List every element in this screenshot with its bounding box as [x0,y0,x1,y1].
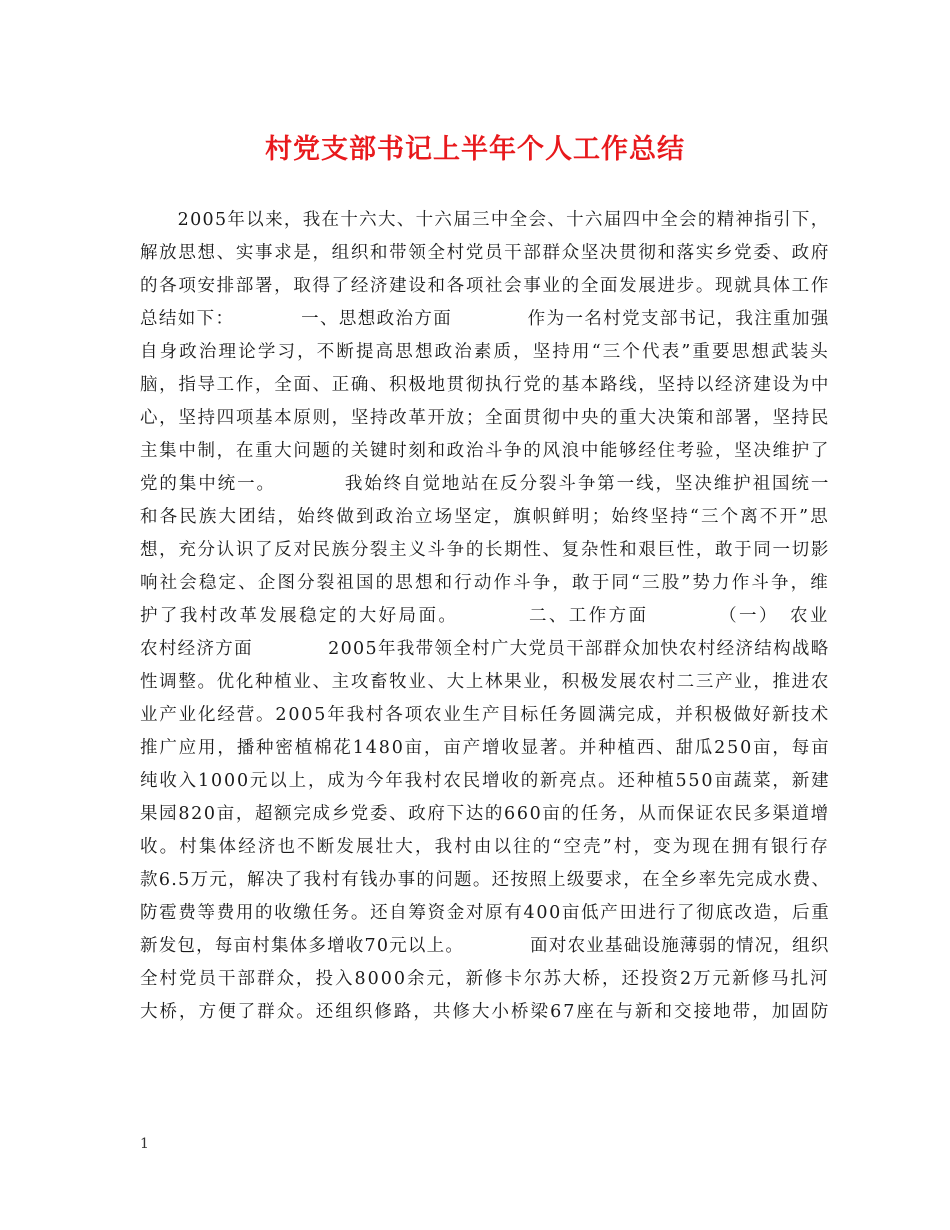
body-line: 响社会稳定、企图分裂祖国的思想和行动作斗争，敢于同“三股”势力作斗争，维 [140,573,830,593]
body-line: 主集中制，在重大问题的关键时刻和政治斗争的风浪中能够经住考验，坚决维护了 [140,441,830,461]
body-line: 和各民族大团结，始终做到政治立场坚定，旗帜鲜明；始终坚持“三个离不开”思 [140,507,830,527]
body-line: 推广应用，播种密植棉花1480亩，亩产增收显著。并种植西、甜瓜250亩，每亩 [140,738,830,758]
body-line: 自身政治理论学习，不断提高思想政治素质，坚持用“三个代表”重要思想武装头 [140,342,830,362]
body-line: 的各项安排部署，取得了经济建设和各项社会事业的全面发展进步。现就具体工作 [140,276,830,296]
body-line: 纯收入1000元以上，成为今年我村农民增收的新亮点。还种植550亩蔬菜，新建 [140,771,830,791]
body-line: 果园820亩，超额完成乡党委、政府下达的660亩的任务，从而保证农民多渠道增 [140,804,830,824]
body-line: 性调整。优化种植业、主攻畜牧业、大上林果业，积极发展农村二三产业，推进农 [140,672,830,692]
body-line: 款6.5万元，解决了我村有钱办事的问题。还按照上级要求，在全乡率先完成水费、 [140,870,830,890]
body-line: 脑，指导工作，全面、正确、积极地贯彻执行党的基本路线，坚持以经济建设为中 [140,375,830,395]
body-line: 防雹费等费用的收缴任务。还自筹资金对原有400亩低产田进行了彻底改造，后重 [140,903,830,923]
body-line: 护了我村改革发展稳定的大好局面。 二、工作方面 （一） 农业 [140,606,830,626]
body-line: 农村经济方面 2005年我带领全村广大党员干部群众加快农村经济结构战略 [140,639,830,659]
body-line: 新发包，每亩村集体多增收70元以上。 面对农业基础设施薄弱的情况，组织 [140,936,830,956]
body-line: 业产业化经营。2005年我村各项农业生产目标任务圆满完成，并积极做好新技术 [140,705,830,725]
body-line: 党的集中统一。 我始终自觉地站在反分裂斗争第一线，坚决维护祖国统一 [140,474,830,494]
body-line: 大桥，方便了群众。还组织修路，共修大小桥梁67座在与新和交接地带，加固防 [140,1002,830,1022]
document-title: 村党支部书记上半年个人工作总结 [265,134,685,165]
body-line: 全村党员干部群众，投入8000余元，新修卡尔苏大桥，还投资2万元新修马扎河 [140,969,830,989]
body-line: 收。村集体经济也不断发展壮大，我村由以往的“空壳”村，变为现在拥有银行存 [140,837,830,857]
body-line: 想，充分认识了反对民族分裂主义斗争的长期性、复杂性和艰巨性，敢于同一切影 [140,540,830,560]
body-line: 2005年以来，我在十六大、十六届三中全会、十六届四中全会的精神指引下， [140,210,830,230]
body-line: 解放思想、实事求是，组织和带领全村党员干部群众坚决贯彻和落实乡党委、政府 [140,243,830,263]
body-line: 心，坚持四项基本原则，坚持改革开放；全面贯彻中央的重大决策和部署，坚持民 [140,408,830,428]
document-body [140,204,830,1029]
page-number: 1 [140,1136,149,1152]
body-line: 总结如下： 一、思想政治方面 作为一名村党支部书记，我注重加强 [140,309,830,329]
